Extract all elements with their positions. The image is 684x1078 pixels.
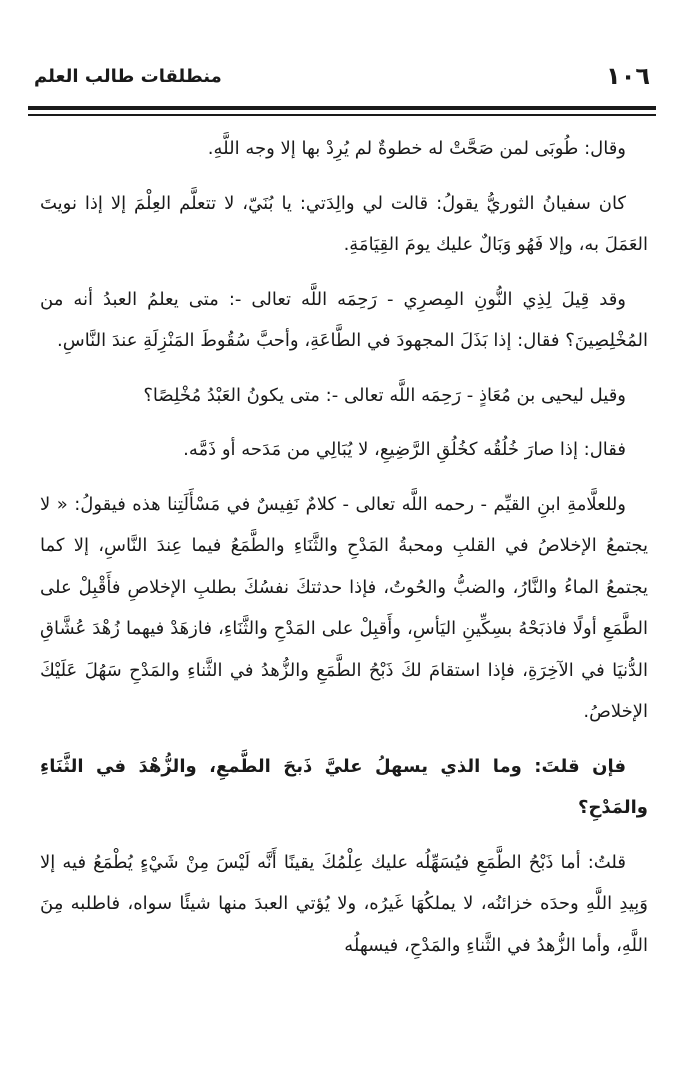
- page-body: [40, 128, 648, 979]
- question-heading: فإن قلتَ: وما الذي يسهلُ عليَّ ذَبحَ الطَّمعِ، والزُّهْدَ في الثَّنَاءِ والمَدْحِ؟: [40, 755, 648, 818]
- paragraph: فقال: إذا صارَ خُلُقُه كخُلُقِ الرَّضِيعِ، لا يُبَالِي من مَدَحه أو ذَمَّه.: [183, 439, 626, 460]
- header-rule-thin: [28, 114, 656, 116]
- running-title: منطلقات طالب العلم: [34, 66, 222, 87]
- page-number: ١٠٦: [606, 62, 650, 90]
- paragraph: قلتُ: أما ذَبْحُ الطَّمَعِ فيُسَهِّلُه عليك عِلْمُكَ يقينًا أَنَّه لَيْسَ مِنْ شَيْءٍ يُطْمَعُ فيه إلا وَبِيدِ اللَّهِ وحدَه خزائنُه، لا يملكُهَا غَيرُه، ولا يُؤتي العبدَ منها شيئًا سواه، فاطلبه مِنَ اللَّهِ، وأما الزُّهدُ في الثَّناءِ والمَدْحِ، فيسهلُه: [40, 851, 648, 956]
- paragraph: وقال: طُوبَى لمن صَحَّتْ له خطوةٌ لم يُرِدْ بها إلا وجه اللَّهِ.: [207, 138, 626, 159]
- paragraph: وقيل ليحيى بن مُعَاذٍ - رَحِمَه اللَّه تعالى -: متى يكونُ العَبْدُ مُخْلِصًا؟: [143, 384, 626, 406]
- paragraph: وقد قِيلَ لِذِي النُّونِ المِصرِي - رَحِمَه اللَّه تعالى -: متى يعلمُ العبدُ أنه من المُخْلِصِينَ؟ فقال: إذا بَذَلَ المجهودَ في الطَّاعَةِ، وأحبَّ سُقُوطَ المَنْزِلَةِ عندَ النَّاسِ.: [40, 288, 648, 351]
- page-header: [28, 58, 656, 98]
- paragraph: كان سفيانُ الثوريُّ يقولُ: قالت لي والِدَتي: يا بُنَيّ، لا تتعلَّم العِلْمَ إلا إذا نويتَ العَمَلَ به، وإلا فَهُو وَبَالٌ عليك يومَ القِيَامَةِ.: [40, 192, 648, 255]
- paragraph: وللعلَّامةِ ابنِ القيِّم - رحمه اللَّه تعالى - كلامٌ نَفِيسٌ في مَسْأَلَتِنا هذه فيقولُ: « لا يجتمعُ الإخلاصُ في القلبِ ومحبةُ المَدْحِ والثَّنَاءِ والطَّمَعُ فيما عِندَ النَّاسِ، إلا كما يجتمعُ الماءُ والنَّارُ، والضبُّ والحُوتُ، فإذا حدثتكَ نفسُكَ بطلبِ الإخلاصِ فأَقْبِلْ على الطَّمَعِ أولًا فاذبَحْهُ بسِكِّينِ اليَأسِ، وأَقبِلْ على المَدْحِ والثَّنَاءِ، فازهَدْ فيهما زُهْدَ عُشَّاقِ الدُّنيَا في الآخِرَةِ، فإذا استقامَ لكَ ذَبْحُ الطَّمَعِ والزُّهدُ في الثَّناءِ والمَدْحِ سَهُلَ عَلَيْكَ الإخلاصُ.: [40, 493, 648, 722]
- header-rule-thick: [28, 106, 656, 110]
